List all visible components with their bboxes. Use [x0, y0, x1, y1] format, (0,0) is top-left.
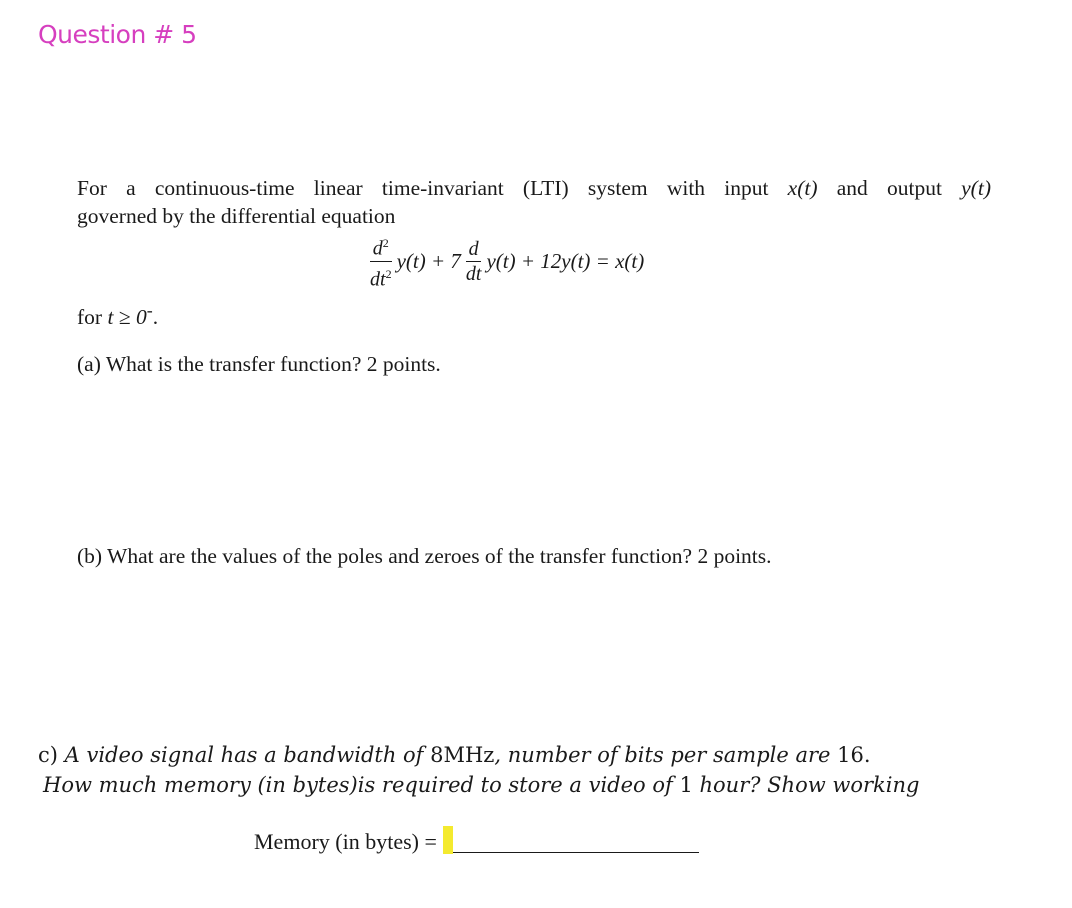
- memory-answer-row: [254, 824, 699, 857]
- part-c-line-1: c) A video signal has a bandwidth of 8MHz, number of bits per sample are 16.: [38, 743, 871, 767]
- equation-term-1: y(t) + 7: [396, 248, 461, 273]
- fraction-bar: [370, 261, 392, 262]
- input-variable: x(t): [787, 176, 818, 200]
- differential-equation: [370, 232, 644, 294]
- question-part-c: [38, 740, 919, 800]
- equation-term-2: y(t) + 12y(t) = x(t): [486, 248, 645, 273]
- output-variable: y(t): [961, 176, 991, 200]
- question-part-b: (b) What are the values of the poles and zeroes of the transfer function? 2 points.: [77, 544, 772, 568]
- fraction-bar: [466, 261, 482, 262]
- memory-answer-field[interactable]: [443, 824, 699, 853]
- highlight-cursor: [443, 826, 453, 854]
- question-part-a: (a) What is the transfer function? 2 points.: [77, 352, 441, 376]
- second-derivative-fraction: $\frac{d^2}{dt^2}$: [370, 236, 392, 291]
- memory-answer-label: Memory (in bytes) =: [254, 829, 437, 854]
- part-c-line-2: How much memory (in bytes)is required to store a video of 1 hour? Show working: [43, 773, 920, 797]
- intro-line-1: For a continuous-time linear time-invariant (LTI) system with input x(t) and output y(t): [77, 176, 991, 200]
- intro-line-2: governed by the differential equation: [77, 204, 396, 228]
- first-derivative-fraction: $\frac{d}{dt}$: [465, 237, 482, 285]
- intro-paragraph: [77, 174, 991, 230]
- question-heading: Question # 5: [38, 20, 197, 49]
- time-condition: for t ≥ 0-.: [77, 300, 159, 330]
